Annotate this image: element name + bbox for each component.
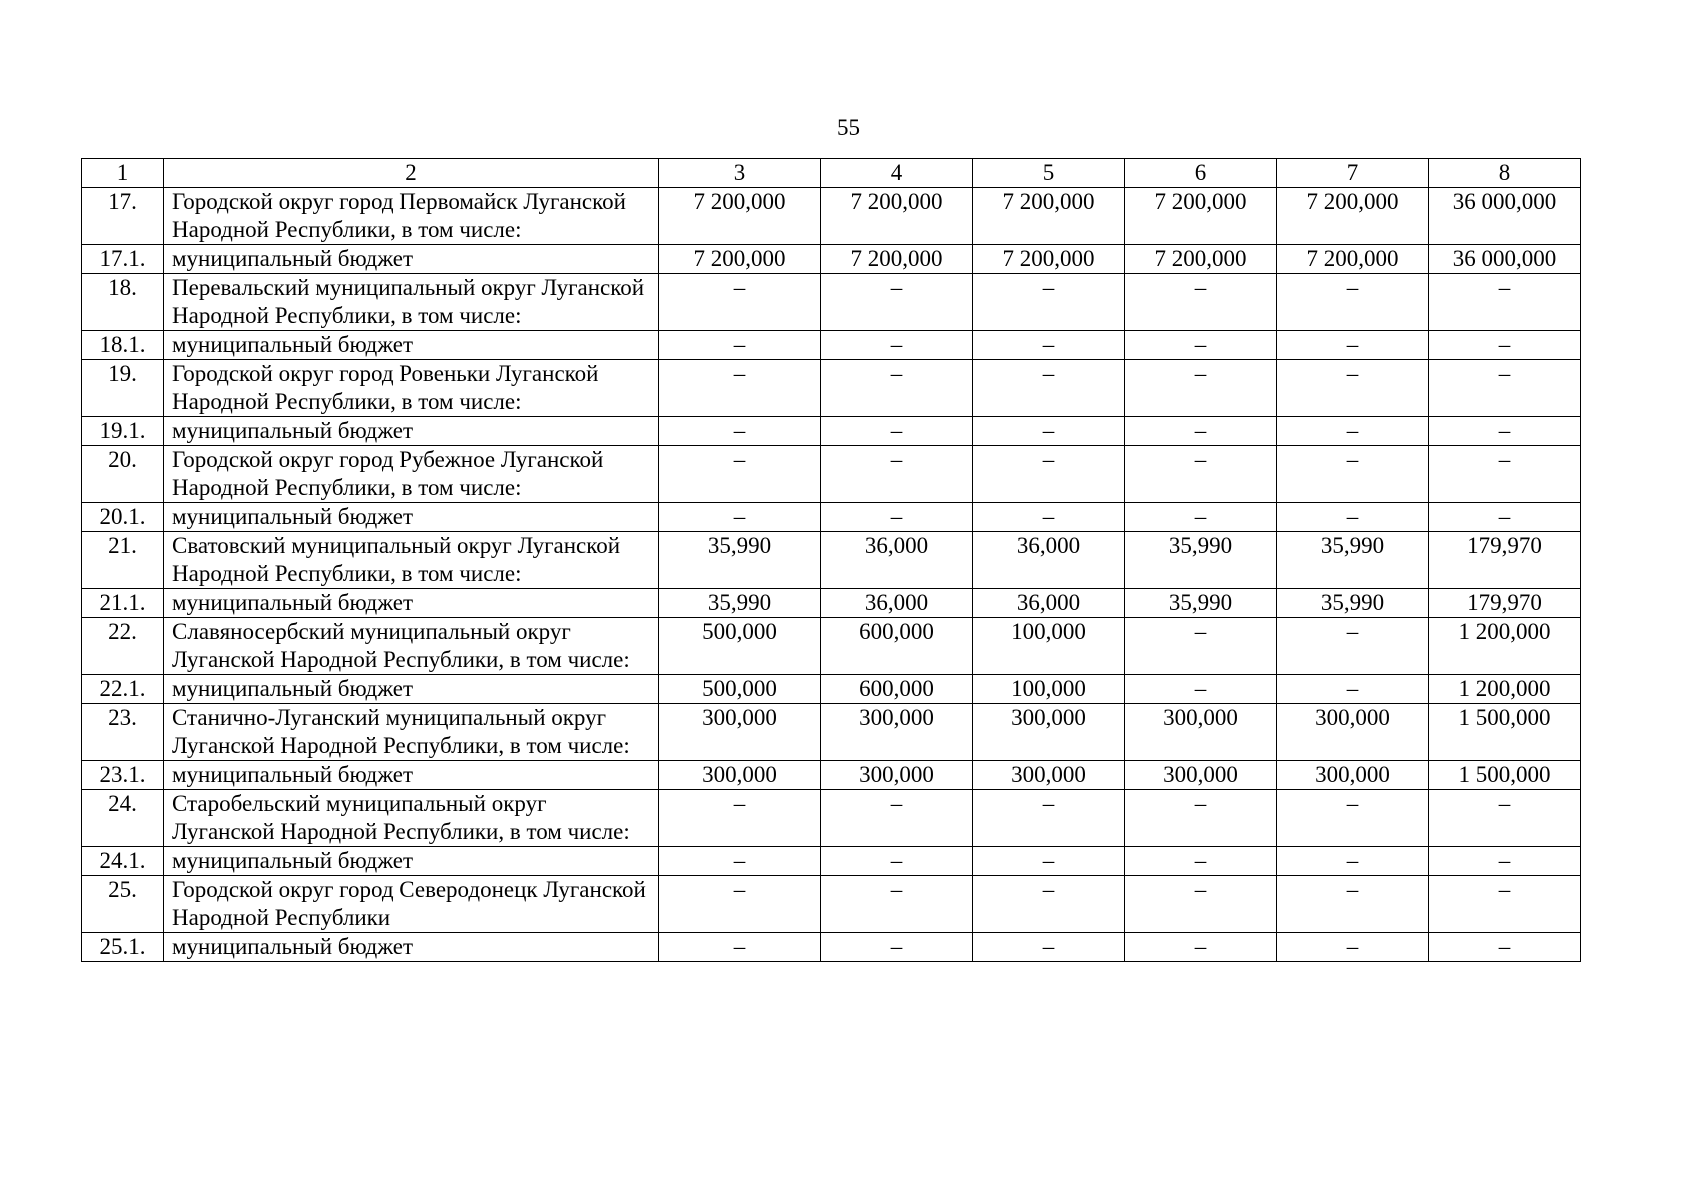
table-row	[82, 790, 1581, 847]
value-cell: 1 200,000	[1429, 618, 1581, 675]
table-row	[82, 188, 1581, 245]
row-name-cell: Городской округ город Северодонецк Луганской Народной Республики	[164, 876, 659, 933]
row-name-cell: Старобельский муниципальный округ Луганской Народной Республики, в том числе:	[164, 790, 659, 847]
row-name-cell: Городской округ город Первомайск Луганской Народной Республики, в том числе:	[164, 188, 659, 245]
row-number-cell: 18.1.	[82, 331, 164, 360]
value-cell: –	[1429, 274, 1581, 331]
value-cell: 7 200,000	[1125, 245, 1277, 274]
value-cell: 100,000	[973, 618, 1125, 675]
value-cell: –	[659, 360, 821, 417]
value-cell: –	[1429, 790, 1581, 847]
value-cell: 300,000	[821, 761, 973, 790]
row-number-cell: 23.	[82, 704, 164, 761]
value-cell: –	[1277, 876, 1429, 933]
value-cell: 500,000	[659, 675, 821, 704]
row-number-cell: 24.	[82, 790, 164, 847]
value-cell: 7 200,000	[973, 188, 1125, 245]
value-cell: –	[821, 274, 973, 331]
value-cell: 35,990	[1125, 532, 1277, 589]
value-cell: –	[1277, 847, 1429, 876]
value-cell: –	[821, 331, 973, 360]
table-row	[82, 675, 1581, 704]
value-cell: –	[1277, 331, 1429, 360]
row-name-cell: Сватовский муниципальный округ Луганской Народной Республики, в том числе:	[164, 532, 659, 589]
value-cell: 179,970	[1429, 589, 1581, 618]
table-row	[82, 847, 1581, 876]
value-cell: –	[1125, 847, 1277, 876]
value-cell: 7 200,000	[659, 245, 821, 274]
value-cell: –	[821, 933, 973, 962]
row-name-cell: муниципальный бюджет	[164, 417, 659, 446]
value-cell: 300,000	[973, 704, 1125, 761]
value-cell: 300,000	[821, 704, 973, 761]
value-cell: 1 500,000	[1429, 704, 1581, 761]
value-cell: –	[659, 274, 821, 331]
value-cell: –	[1125, 446, 1277, 503]
table-row	[82, 761, 1581, 790]
header-cell: 3	[659, 159, 821, 188]
row-name-cell: муниципальный бюджет	[164, 245, 659, 274]
table-row	[82, 360, 1581, 417]
value-cell: 300,000	[1277, 704, 1429, 761]
value-cell: 300,000	[659, 761, 821, 790]
row-name-cell: муниципальный бюджет	[164, 503, 659, 532]
value-cell: 600,000	[821, 618, 973, 675]
value-cell: –	[659, 847, 821, 876]
value-cell: –	[659, 790, 821, 847]
value-cell: –	[1429, 847, 1581, 876]
value-cell: 36,000	[973, 589, 1125, 618]
header-cell: 2	[164, 159, 659, 188]
table-row	[82, 274, 1581, 331]
value-cell: –	[1429, 503, 1581, 532]
table-row	[82, 589, 1581, 618]
row-name-cell: муниципальный бюджет	[164, 675, 659, 704]
value-cell: 500,000	[659, 618, 821, 675]
value-cell: –	[973, 360, 1125, 417]
value-cell: –	[1429, 417, 1581, 446]
table-row	[82, 876, 1581, 933]
value-cell: 7 200,000	[1125, 188, 1277, 245]
value-cell: 7 200,000	[821, 245, 973, 274]
table-body	[82, 159, 1581, 962]
row-name-cell: Городской округ город Рубежное Луганской Народной Республики, в том числе:	[164, 446, 659, 503]
row-name-cell: Городской округ город Ровеньки Луганской Народной Республики, в том числе:	[164, 360, 659, 417]
value-cell: –	[821, 503, 973, 532]
header-cell: 4	[821, 159, 973, 188]
row-number-cell: 24.1.	[82, 847, 164, 876]
value-cell: 7 200,000	[659, 188, 821, 245]
table-row	[82, 532, 1581, 589]
value-cell: –	[821, 417, 973, 446]
value-cell: –	[1429, 331, 1581, 360]
value-cell: –	[1125, 360, 1277, 417]
row-name-cell: муниципальный бюджет	[164, 589, 659, 618]
value-cell: 300,000	[973, 761, 1125, 790]
header-cell: 6	[1125, 159, 1277, 188]
value-cell: –	[1429, 876, 1581, 933]
table-row	[82, 446, 1581, 503]
row-number-cell: 19.1.	[82, 417, 164, 446]
value-cell: –	[973, 933, 1125, 962]
header-cell: 7	[1277, 159, 1429, 188]
value-cell: –	[1429, 933, 1581, 962]
value-cell: –	[821, 360, 973, 417]
row-number-cell: 25.	[82, 876, 164, 933]
value-cell: –	[1277, 446, 1429, 503]
row-name-cell: Перевальский муниципальный округ Луганской Народной Республики, в том числе:	[164, 274, 659, 331]
value-cell: –	[821, 790, 973, 847]
value-cell: –	[1125, 790, 1277, 847]
row-number-cell: 21.1.	[82, 589, 164, 618]
value-cell: 36 000,000	[1429, 188, 1581, 245]
value-cell: –	[1277, 675, 1429, 704]
value-cell: –	[973, 790, 1125, 847]
value-cell: 1 200,000	[1429, 675, 1581, 704]
value-cell: –	[1277, 274, 1429, 331]
value-cell: –	[821, 847, 973, 876]
value-cell: 36,000	[821, 532, 973, 589]
row-name-cell: муниципальный бюджет	[164, 847, 659, 876]
row-name-cell: Славяносербский муниципальный округ Луганской Народной Республики, в том числе:	[164, 618, 659, 675]
value-cell: 1 500,000	[1429, 761, 1581, 790]
value-cell: –	[659, 933, 821, 962]
header-cell: 1	[82, 159, 164, 188]
row-name-cell: муниципальный бюджет	[164, 761, 659, 790]
row-number-cell: 25.1.	[82, 933, 164, 962]
row-number-cell: 21.	[82, 532, 164, 589]
value-cell: 7 200,000	[973, 245, 1125, 274]
value-cell: –	[1125, 618, 1277, 675]
value-cell: –	[973, 331, 1125, 360]
budget-table	[81, 158, 1581, 962]
row-number-cell: 20.1.	[82, 503, 164, 532]
row-number-cell: 17.	[82, 188, 164, 245]
value-cell: –	[1125, 503, 1277, 532]
value-cell: –	[1277, 618, 1429, 675]
value-cell: 35,990	[1277, 589, 1429, 618]
row-name-cell: муниципальный бюджет	[164, 933, 659, 962]
table-row	[82, 618, 1581, 675]
table-row	[82, 245, 1581, 274]
value-cell: –	[973, 417, 1125, 446]
row-number-cell: 20.	[82, 446, 164, 503]
value-cell: –	[659, 503, 821, 532]
value-cell: –	[1277, 933, 1429, 962]
value-cell: –	[659, 876, 821, 933]
value-cell: –	[659, 417, 821, 446]
row-number-cell: 19.	[82, 360, 164, 417]
row-number-cell: 18.	[82, 274, 164, 331]
value-cell: 300,000	[1277, 761, 1429, 790]
page-number: 55	[837, 115, 860, 140]
value-cell: –	[659, 446, 821, 503]
value-cell: –	[1125, 675, 1277, 704]
row-name-cell: муниципальный бюджет	[164, 331, 659, 360]
value-cell: 35,990	[659, 532, 821, 589]
value-cell: 300,000	[1125, 704, 1277, 761]
value-cell: –	[1125, 417, 1277, 446]
value-cell: 35,990	[659, 589, 821, 618]
value-cell: –	[973, 503, 1125, 532]
value-cell: –	[973, 876, 1125, 933]
value-cell: –	[821, 446, 973, 503]
value-cell: –	[1125, 876, 1277, 933]
table-row	[82, 933, 1581, 962]
row-number-cell: 17.1.	[82, 245, 164, 274]
value-cell: –	[1125, 933, 1277, 962]
value-cell: 7 200,000	[1277, 188, 1429, 245]
value-cell: 36,000	[973, 532, 1125, 589]
value-cell: 100,000	[973, 675, 1125, 704]
header-cell: 8	[1429, 159, 1581, 188]
value-cell: 179,970	[1429, 532, 1581, 589]
row-number-cell: 22.	[82, 618, 164, 675]
value-cell: –	[1277, 417, 1429, 446]
table-row	[82, 503, 1581, 532]
row-number-cell: 23.1.	[82, 761, 164, 790]
table-row	[82, 704, 1581, 761]
value-cell: –	[1429, 360, 1581, 417]
value-cell: –	[973, 446, 1125, 503]
value-cell: 36 000,000	[1429, 245, 1581, 274]
value-cell: 36,000	[821, 589, 973, 618]
value-cell: –	[1277, 790, 1429, 847]
value-cell: –	[973, 274, 1125, 331]
header-cell: 5	[973, 159, 1125, 188]
table-header-row	[82, 159, 1581, 188]
value-cell: –	[973, 847, 1125, 876]
table-row	[82, 417, 1581, 446]
row-number-cell: 22.1.	[82, 675, 164, 704]
value-cell: 600,000	[821, 675, 973, 704]
value-cell: –	[1429, 446, 1581, 503]
value-cell: –	[1277, 360, 1429, 417]
value-cell: –	[1277, 503, 1429, 532]
value-cell: 35,990	[1125, 589, 1277, 618]
value-cell: –	[659, 331, 821, 360]
value-cell: 7 200,000	[821, 188, 973, 245]
value-cell: 35,990	[1277, 532, 1429, 589]
value-cell: 300,000	[1125, 761, 1277, 790]
value-cell: 7 200,000	[1277, 245, 1429, 274]
value-cell: –	[1125, 331, 1277, 360]
value-cell: –	[1125, 274, 1277, 331]
value-cell: –	[821, 876, 973, 933]
table-row	[82, 331, 1581, 360]
row-name-cell: Станично-Луганский муниципальный округ Луганской Народной Республики, в том числе:	[164, 704, 659, 761]
value-cell: 300,000	[659, 704, 821, 761]
